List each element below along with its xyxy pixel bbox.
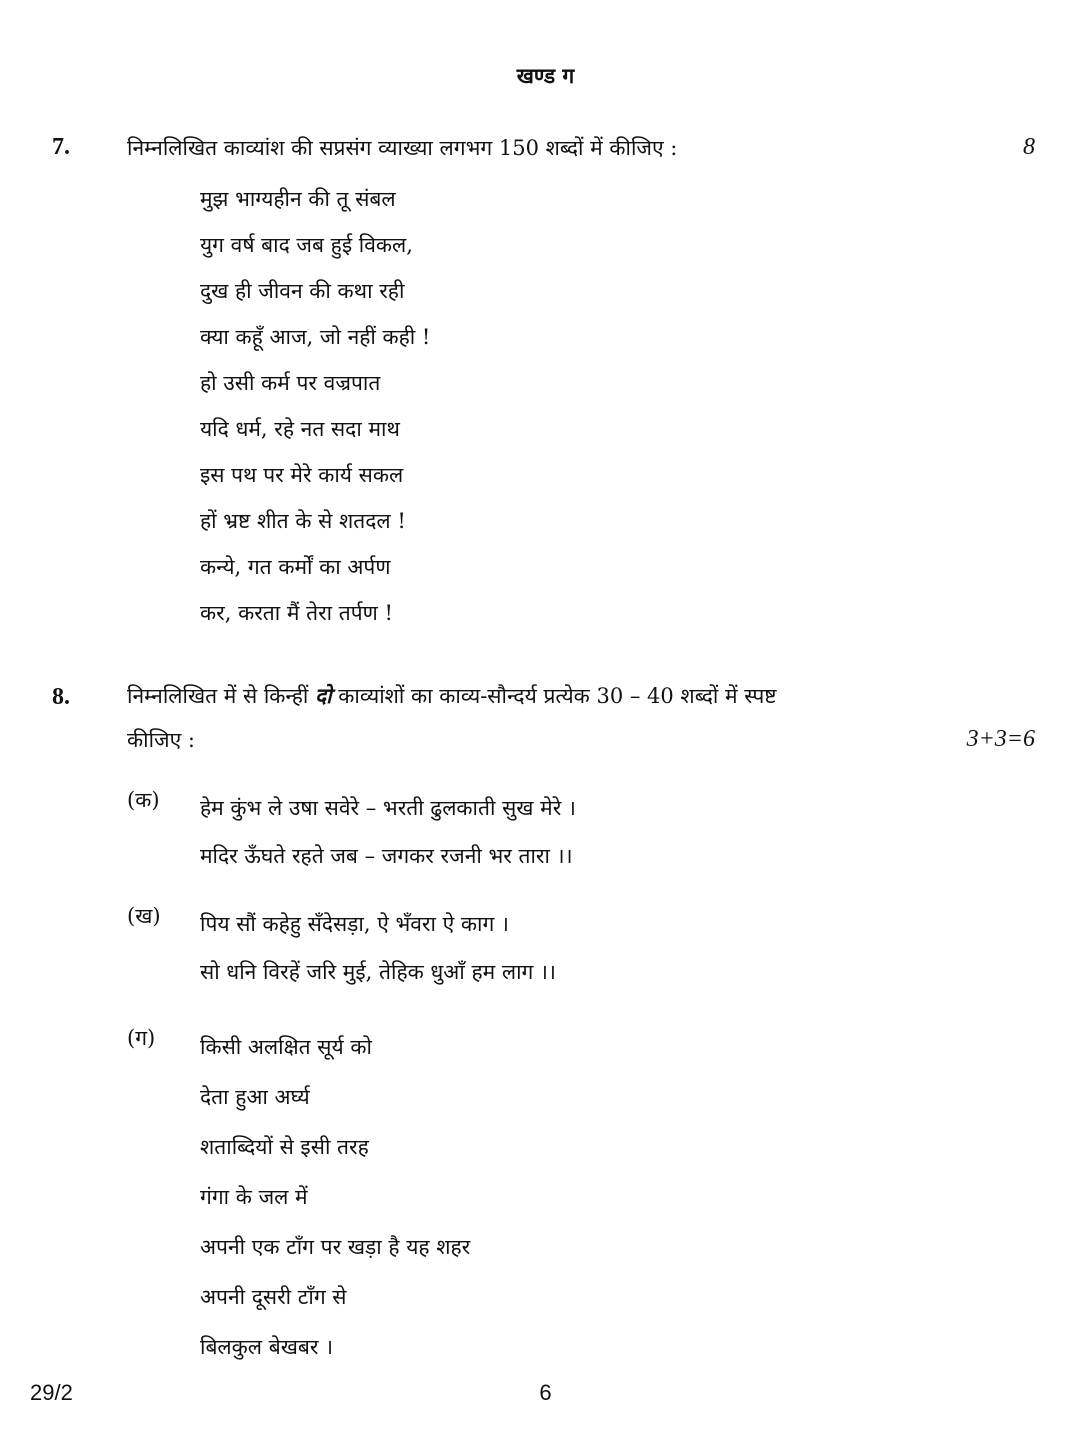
verse-line: क्या कहूँ आज, जो नहीं कही ! xyxy=(200,325,431,349)
verse-line: युग वर्ष बाद जब हुई विकल, xyxy=(200,233,413,257)
verse-line: हेम कुंभ ले उषा सवेरे – भरती ढुलकाती सुख मेरे । xyxy=(200,796,576,820)
paper-code: 29/2 xyxy=(30,1380,73,1405)
verse-line: हो उसी कर्म पर वज्रपात xyxy=(200,371,381,395)
verse-line: किसी अलक्षित सूर्य को xyxy=(200,1035,372,1059)
verse-line: हों भ्रष्ट शीत के से शतदल ! xyxy=(200,509,406,533)
verse-line: शताब्दियों से इसी तरह xyxy=(200,1135,369,1159)
question-8-number: 8. xyxy=(52,684,70,710)
verse-line: सो धनि विरहें जरि मुई, तेहिक धुआँ हम लाग ।। xyxy=(200,960,556,984)
section-title: खण्ड ग xyxy=(516,63,575,88)
question-7-verse xyxy=(200,176,430,636)
verse-line: मुझ भाग्यहीन की तू संबल xyxy=(200,187,396,211)
part-kha-verse xyxy=(200,900,556,996)
verse-line: अपनी दूसरी टाँग से xyxy=(200,1285,347,1309)
question-7-number: 7. xyxy=(52,134,70,160)
question-8-marks: 3+3=6 xyxy=(966,726,1035,752)
part-ka-verse xyxy=(200,784,576,880)
verse-line: बिलकुल बेखबर । xyxy=(200,1335,334,1359)
verse-line: इस पथ पर मेरे कार्य सकल xyxy=(200,463,404,487)
part-ga-verse xyxy=(200,1022,470,1372)
verse-line: कर, करता मैं तेरा तर्पण ! xyxy=(200,601,393,625)
verse-line: कन्ये, गत कर्मों का अर्पण xyxy=(200,555,391,579)
question-7-prompt: निम्नलिखित काव्यांश की सप्रसंग व्याख्या लगभग 150 शब्दों में कीजिए : xyxy=(127,136,678,160)
verse-line: दुख ही जीवन की कथा रही xyxy=(200,279,405,303)
prompt-emphasis: दो xyxy=(315,683,332,708)
part-ga-label: (ग) xyxy=(127,1026,156,1050)
question-8-prompt xyxy=(127,682,987,710)
part-kha-label: (ख) xyxy=(127,904,161,928)
page-number: 6 xyxy=(539,1380,552,1405)
prompt-text: निम्नलिखित में से किन्हीं xyxy=(127,684,309,708)
question-8-prompt-cont: कीजिए : xyxy=(127,728,195,752)
verse-line: देता हुआ अर्घ्य xyxy=(200,1085,310,1109)
verse-line: पिय सौं कहेहु सँदेसड़ा, ऐ भँवरा ऐ काग । xyxy=(200,912,509,936)
prompt-text: काव्यांशों का काव्य-सौन्दर्य प्रत्येक 30 – 40 शब्दों में स्पष्ट xyxy=(338,684,777,708)
verse-line: गंगा के जल में xyxy=(200,1185,308,1209)
verse-line: मदिर ऊँघते रहते जब – जगकर रजनी भर तारा ।। xyxy=(200,844,573,868)
question-7-marks: 8 xyxy=(1023,134,1035,160)
verse-line: यदि धर्म, रहे नत सदा माथ xyxy=(200,417,400,441)
part-ka-label: (क) xyxy=(127,788,160,812)
verse-line: अपनी एक टाँग पर खड़ा है यह शहर xyxy=(200,1235,471,1259)
